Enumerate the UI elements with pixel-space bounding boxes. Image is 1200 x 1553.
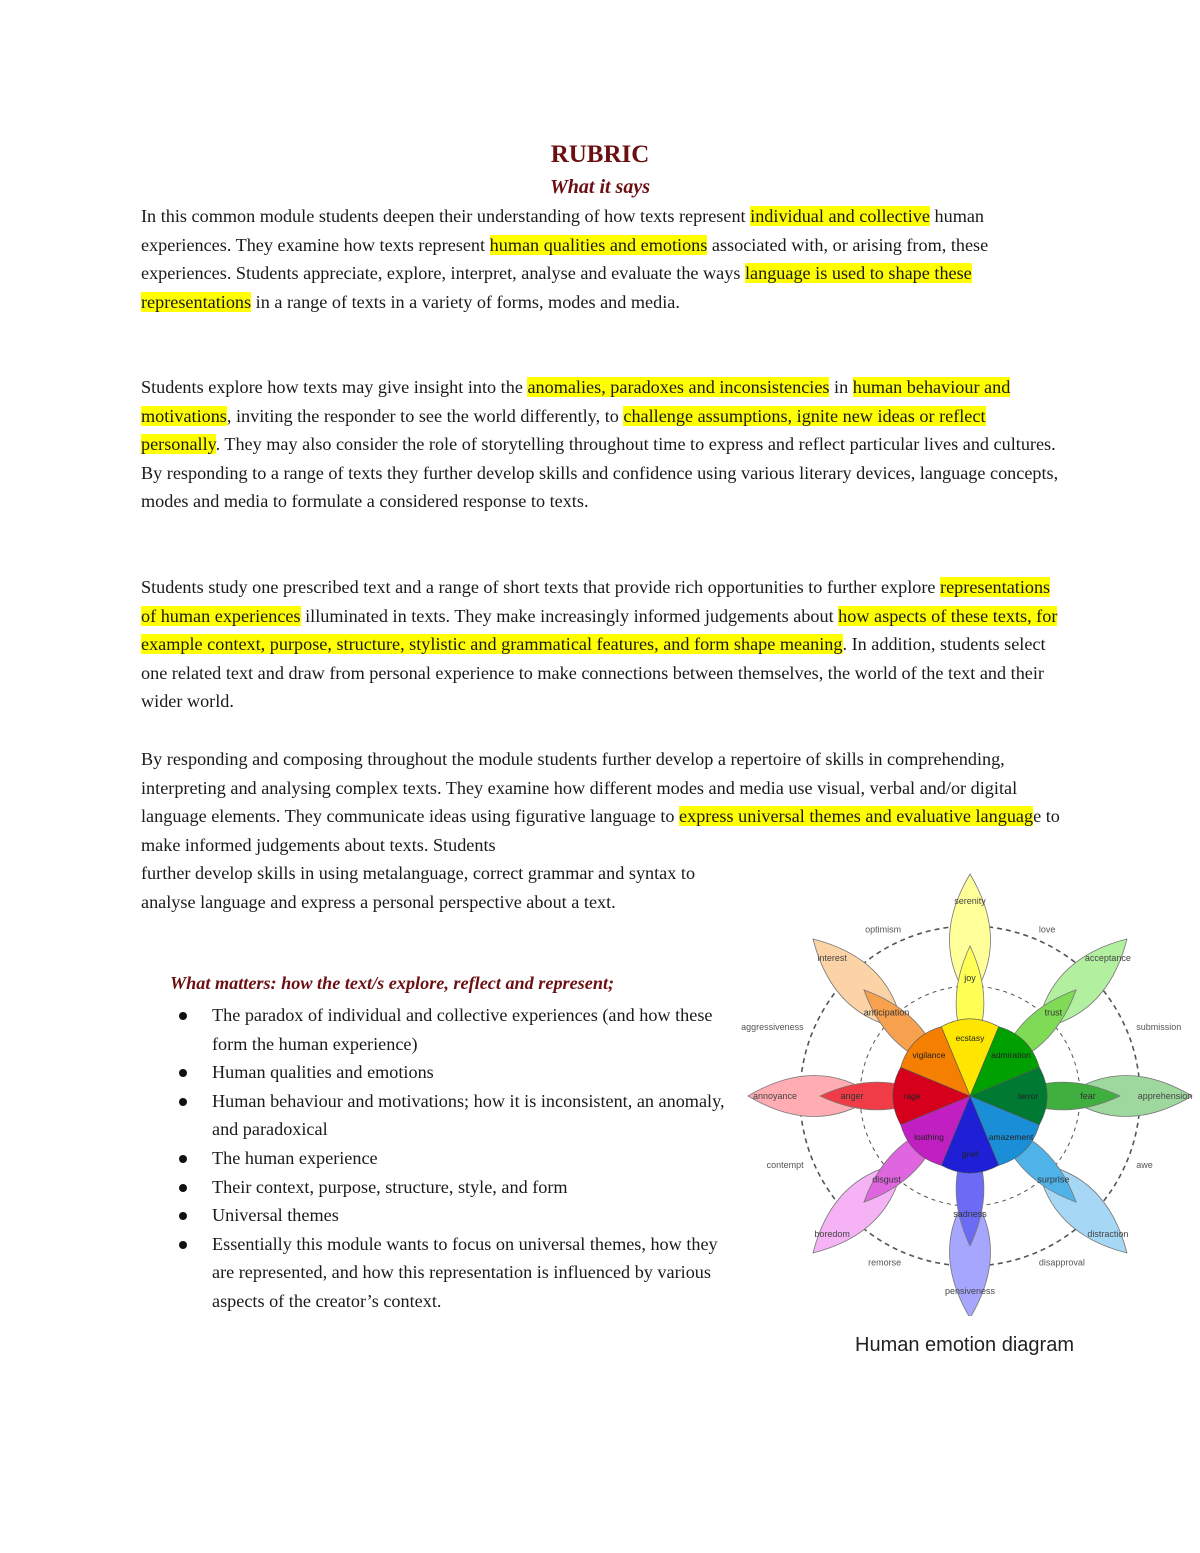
emotion-label: disgust	[872, 1174, 901, 1185]
bullet-text: Essentially this module wants to focus on universal themes, how they are represented, and how this representation is influenced by various aspects of the creator’s context.	[212, 1233, 718, 1311]
emotion-label: distraction	[1087, 1228, 1129, 1239]
emotion-label: amazement	[988, 1132, 1034, 1143]
highlight: how aspects of these texts, for example context, purpose, structure, stylistic and grammatical features, and form shape meaning	[141, 605, 1058, 655]
bullet-dot-icon	[179, 1241, 187, 1249]
text-run: . They may also consider the role of storytelling throughout time to express and reflect particular lives and cultures. By responding to a range of texts they further develop skills and confidence using various literary devices, language concepts, modes and media to formulate a considered response to texts.	[141, 434, 1059, 512]
dyad-label: remorse	[868, 1257, 902, 1268]
emotion-label: terror	[1017, 1091, 1039, 1101]
text-run: , inviting the responder to see the world differently, to	[226, 405, 624, 426]
emotion-label: anticipation	[863, 1007, 910, 1018]
emotion-label: joy	[964, 973, 976, 983]
emotion-label: admiration	[991, 1049, 1031, 1060]
bullet-text: The human experience	[212, 1147, 378, 1168]
bullet-item	[172, 1144, 732, 1173]
emotion-label: serenity	[954, 896, 986, 906]
emotion-label: fear	[1080, 1091, 1096, 1101]
dyad-label: disapproval	[1038, 1257, 1085, 1268]
text-run: associated with, or arising from, these experiences. Students appreciate, explore, interpret, analyse and evaluate the ways	[141, 234, 989, 284]
highlight: anomalies, paradoxes and inconsistencies	[527, 377, 830, 397]
emotion-label: pensiveness	[944, 1286, 996, 1296]
bullet-text: Human behaviour and motivations; how it is inconsistent, an anomaly, and paradoxical	[212, 1090, 725, 1140]
highlight: challenge assumptions, ignite new ideas or reflect personally	[141, 405, 986, 455]
emotion-label: apprehension	[1137, 1091, 1193, 1101]
emotion-label: rage	[903, 1091, 921, 1101]
text-run: In this common module students deepen their understanding of how texts represent	[141, 206, 751, 226]
bullet-text: Human qualities and emotions	[212, 1062, 434, 1083]
emotion-label: annoyance	[752, 1091, 798, 1101]
dyad-label: submission	[1136, 1022, 1182, 1033]
dyad-label: optimism	[865, 924, 902, 935]
bullet-dot-icon	[179, 1098, 187, 1106]
emotion-label: ecstasy	[955, 1033, 985, 1043]
text-run: Students explore how texts may give insight into the	[141, 377, 528, 397]
highlight: express universal themes and evaluative languag	[679, 806, 1034, 827]
page-title: RUBRIC	[550, 141, 650, 168]
emotion-label: vigilance	[912, 1049, 946, 1060]
bullet-item	[172, 1201, 732, 1230]
emotion-label: anger	[840, 1091, 864, 1101]
emotion-label: sadness	[953, 1209, 987, 1219]
emotion-label: acceptance	[1084, 953, 1131, 964]
bullet-item	[172, 1001, 732, 1058]
text-run: e to make informed judgements about texts. Students	[141, 806, 1060, 855]
text-run: Students study one prescribed text and a range of short texts that provide rich opportunities to further explore	[141, 577, 941, 597]
paragraph-5: further develop skills in using metalanguage, correct grammar and syntax to analyse language and express a personal perspective about a text.	[141, 863, 696, 912]
emotion-wheel-diagram	[740, 866, 1195, 1316]
emotion-label: loathing	[914, 1132, 944, 1143]
paragraph-2	[141, 373, 1066, 516]
bullet-text: Universal themes	[212, 1205, 339, 1226]
dyad-label: aggressiveness	[741, 1022, 804, 1033]
emotion-label: surprise	[1037, 1174, 1070, 1185]
highlight: language is used to shape these representations	[141, 263, 972, 312]
bullet-item	[172, 1058, 732, 1087]
bullet-dot-icon	[179, 1212, 187, 1220]
dyad-label: awe	[1136, 1159, 1153, 1170]
emotion-label: boredom	[814, 1228, 850, 1239]
diagram-caption: Human emotion diagram	[855, 1334, 1074, 1356]
bullet-item	[172, 1173, 732, 1202]
text-run: . In addition, students select one related text and draw from personal experience to make connections between themselves, the world of the text and their wider world.	[141, 634, 1046, 712]
bullet-dot-icon	[179, 1069, 187, 1077]
highlight: human qualities and emotions	[489, 234, 708, 255]
paragraph-4	[141, 745, 1066, 859]
highlight: individual and collective	[750, 206, 930, 226]
paragraph-3	[141, 573, 1066, 716]
bullet-dot-icon	[179, 1155, 187, 1163]
text-run: By responding and composing throughout the module students further develop a repertoire of skills in comprehending, interpreting and analysing complex texts. They examine how different modes and media use visual, verbal and/or digital language elements. They communicate ideas using figurative language to	[141, 749, 1018, 827]
bullet-dot-icon	[179, 1184, 187, 1192]
bullet-text: The paradox of individual and collective experiences (and how these form the human experience)	[212, 1005, 713, 1054]
dyad-label: contempt	[766, 1159, 804, 1170]
highlight: human behaviour and motivations	[141, 377, 1011, 426]
emotion-label: interest	[817, 953, 847, 964]
section-subtitle: What it says	[549, 176, 651, 198]
paragraph-1	[141, 202, 1066, 316]
dyad-label: love	[1038, 924, 1056, 935]
bullet-list	[172, 1001, 732, 1316]
text-run: in a range of texts in a variety of forms, modes and media.	[251, 291, 680, 312]
text-run: human experiences. They examine how texts represent	[141, 206, 985, 255]
bullet-dot-icon	[179, 1012, 187, 1020]
emotion-label: trust	[1044, 1007, 1063, 1018]
emotion-label: grief	[961, 1149, 979, 1159]
bullet-item	[172, 1087, 732, 1144]
bullet-item	[172, 1230, 732, 1316]
what-matters-heading: What matters: how the text/s explore, reflect and represent;	[170, 973, 615, 993]
text-run: illuminated in texts. They make increasingly informed judgements about	[300, 605, 839, 626]
text-run: in	[829, 377, 853, 397]
bullet-text: Their context, purpose, structure, style, and form	[212, 1176, 568, 1197]
highlight: representations of human experiences	[141, 577, 1051, 626]
